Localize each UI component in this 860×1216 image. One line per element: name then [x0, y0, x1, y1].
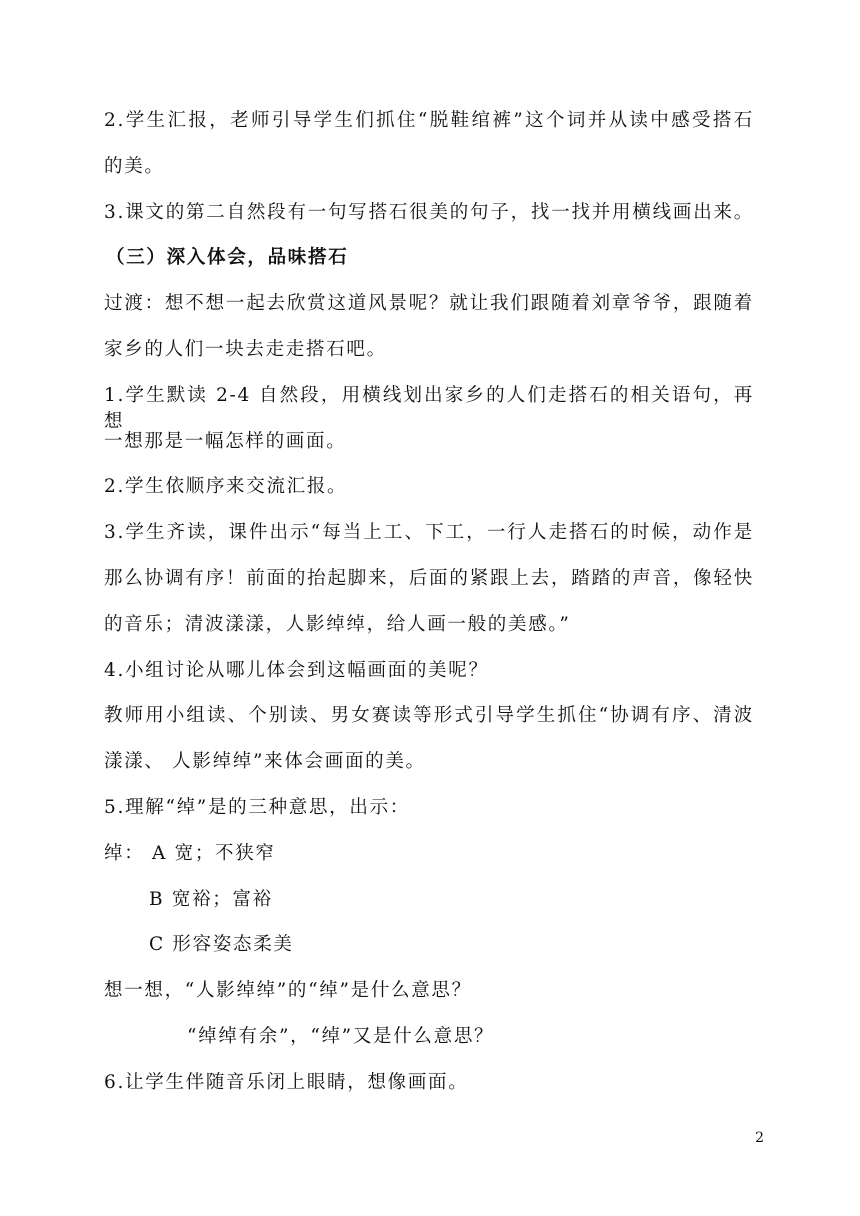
paragraph-line: 一想那是一幅怎样的画面。	[104, 430, 347, 452]
page-number: 2	[755, 1130, 764, 1146]
paragraph-line: 2.学生依顺序来交流汇报。	[104, 476, 348, 498]
paragraph-line: 过渡：想不想一起去欣赏这道风景呢？就让我们跟随着刘章爷爷，跟随着	[104, 293, 754, 315]
definition-option: C 形容姿态柔美	[149, 934, 294, 956]
paragraph-line: 漾漾、 人影绰绰”来体会画面的美。	[104, 751, 426, 773]
paragraph-line: 的美。	[104, 155, 165, 177]
definition-option: B 宽裕；富裕	[149, 888, 273, 910]
definition-line: 绰： A 宽；不狭窄	[104, 842, 276, 864]
paragraph-line: 家乡的人们一块去走走搭石吧。	[104, 338, 387, 360]
paragraph-line: 2.学生汇报，老师引导学生们抓住“脱鞋绾裤”这个词并从读中感受搭石	[104, 110, 754, 131]
paragraph-line: 4.小组讨论从哪儿体会到这幅画面的美呢？	[104, 659, 489, 681]
paragraph-line: 3.学生齐读，课件出示“每当上工、下工，一行人走搭石的时候，动作是	[104, 522, 754, 544]
document-body	[104, 108, 754, 1116]
question-line: “绰绰有余”，“绰”又是什么意思？	[187, 1025, 495, 1047]
paragraph-line: 6.让学生伴随音乐闭上眼睛，想像画面。	[104, 1071, 469, 1093]
paragraph-line: 5.理解“绰”是的三种意思，出示：	[104, 796, 410, 818]
section-heading: （三）深入体会，品味搭石	[106, 247, 349, 269]
paragraph-line: 教师用小组读、个别读、男女赛读等形式引导学生抓住“协调有序、清波	[104, 705, 754, 727]
paragraph-line: 1.学生默读 2-4 自然段，用横线划出家乡的人们走搭石的相关语句，再想	[104, 384, 754, 432]
paragraph-line: 的音乐；清波漾漾，人影绰绰，给人画一般的美感。”	[104, 613, 571, 635]
paragraph-line: 那么协调有序！前面的抬起脚来，后面的紧跟上去，踏踏的声音，像轻快	[104, 567, 754, 589]
paragraph-line: 3.课文的第二自然段有一句写搭石很美的句子，找一找并用横线画出来。	[104, 201, 754, 223]
question-line: 想一想，“人影绰绰”的“绰”是什么意思？	[104, 980, 472, 1002]
